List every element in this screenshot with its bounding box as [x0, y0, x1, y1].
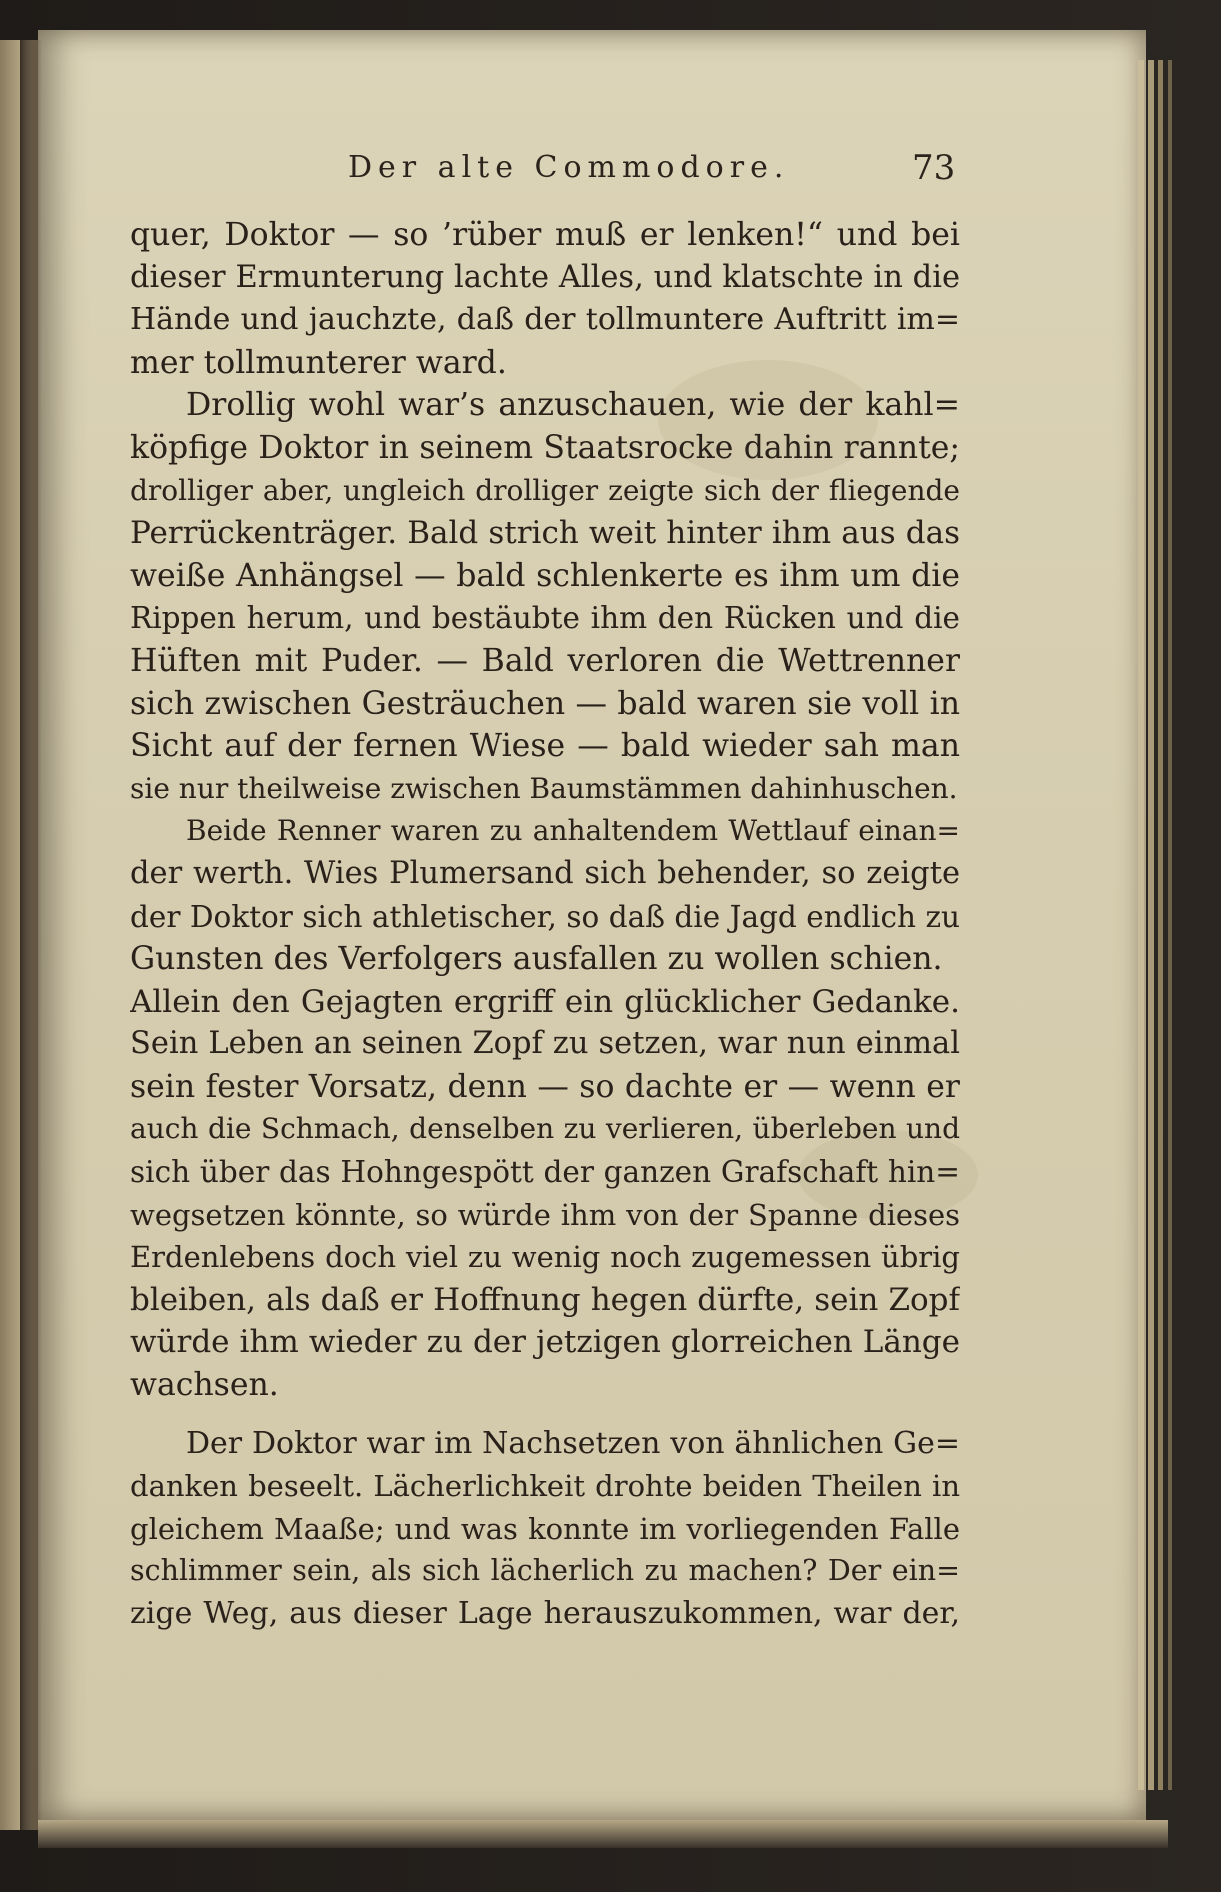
- text-line: Drollig wohl war’s anzuschauen, wie der kahl=: [186, 387, 960, 424]
- text-line: zige Weg, aus dieser Lage herauszukommen, war der,: [130, 1596, 960, 1631]
- text-line: Hüften mit Puder. — Bald verloren die Wettrenner: [130, 642, 960, 679]
- text-line: Der Doktor war im Nachsetzen von ähnlichen Ge=: [186, 1425, 960, 1461]
- gutter-shadow: [20, 40, 42, 1830]
- running-title: Der alte Commodore.: [348, 150, 790, 185]
- text-line: Sicht auf der fernen Wiese — bald wieder sah man: [130, 728, 960, 765]
- text-line: der Doktor sich athletischer, so daß die Jagd endlich zu: [130, 899, 960, 934]
- text-line: gleichem Maaße; und was konnte im vorliegenden Falle: [130, 1511, 960, 1546]
- text-line: quer, Doktor — so ’rüber muß er lenken!“ und bei: [130, 217, 960, 253]
- text-line: sie nur theilweise zwischen Baumstämmen dahinhuschen.: [130, 771, 958, 805]
- page-edge: [1148, 60, 1154, 1790]
- text-line: drolliger aber, ungleich drolliger zeigte sich der fliegende: [130, 473, 960, 507]
- text-line: sich zwischen Gesträuchen — bald waren sie voll in: [130, 685, 960, 722]
- text-line: sich über das Hohngespött der ganzen Grafschaft hin=: [130, 1155, 960, 1190]
- bottom-page-edge: [38, 1820, 1168, 1848]
- text-line: wegsetzen könnte, so würde ihm von der Spanne dieses: [130, 1197, 960, 1232]
- text-line: köpfige Doktor in seinem Staatsrocke dahin rannte;: [130, 429, 960, 466]
- text-line: auch die Schmach, denselben zu verlieren, überleben und: [130, 1112, 960, 1146]
- text-line: dieser Ermunterung lachte Alles, und klatschte in die: [130, 259, 960, 295]
- text-line: Beide Renner waren zu anhaltendem Wettlauf einan=: [186, 814, 960, 848]
- text-line: weiße Anhängsel — bald schlenkerte es ihm um die: [130, 557, 960, 594]
- text-line: mer tollmunterer ward.: [130, 344, 507, 381]
- text-line: Sein Leben an seinen Zopf zu setzen, war nun einmal: [130, 1026, 960, 1062]
- text-line: wachsen.: [130, 1367, 279, 1404]
- text-line: schlimmer sein, als sich lächerlich zu machen? Der ein=: [130, 1554, 960, 1588]
- body-text: [130, 214, 960, 1636]
- text-line: würde ihm wieder zu der jetzigen glorreichen Länge: [130, 1324, 960, 1361]
- page-number: 73: [912, 148, 956, 188]
- text-line: sein fester Vorsatz, denn — so dachte er — wenn er: [130, 1068, 960, 1105]
- text-line: Allein den Gejagten ergriff ein glücklicher Gedanke.: [130, 983, 960, 1020]
- page-edge: [1168, 60, 1172, 1790]
- paragraph-gap: [130, 1407, 960, 1423]
- page-edge: [1158, 60, 1163, 1790]
- page-edge: [1138, 60, 1144, 1790]
- text-line: Erdenlebens doch viel zu wenig noch zugemessen übrig: [130, 1240, 960, 1275]
- text-line: Rippen herum, und bestäubte ihm den Rücken und die: [130, 601, 960, 636]
- page-header: [0, 150, 1221, 200]
- text-line: Perrückenträger. Bald strich weit hinter ihm aus das: [130, 515, 960, 552]
- text-line: bleiben, als daß er Hoffnung hegen dürfte, sein Zopf: [130, 1281, 960, 1318]
- text-line: der werth. Wies Plumersand sich behender, so zeigte: [130, 855, 960, 891]
- text-line: danken beseelt. Lächerlichkeit drohte beiden Theilen in: [130, 1469, 960, 1504]
- text-line: Hände und jauchzte, daß der tollmuntere Auftritt im=: [130, 302, 960, 338]
- text-line: Gunsten des Verfolgers ausfallen zu wollen schien.: [130, 941, 943, 978]
